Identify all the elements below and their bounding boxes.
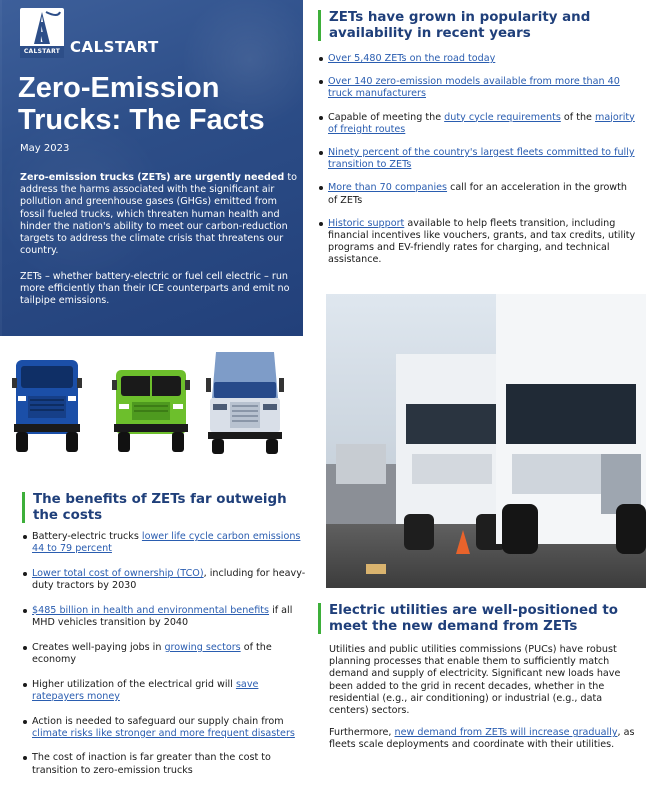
- demand-link[interactable]: new demand from ZETs will increase gradually: [394, 727, 618, 739]
- intro-paragraph: [20, 172, 300, 257]
- zets-link[interactable]: Over 5,480 ZETs on the road today: [328, 53, 496, 64]
- list-item: $485 billion in health and environmental benefits if all MHD vehicles transition by 2040: [22, 605, 307, 629]
- list-item: Battery-electric trucks lower life cycle carbon emissions 44 to 79 percent: [22, 531, 307, 555]
- utilities-paragraph-2: Furthermore, new demand from ZETs will increase gradually, as fleets scale deployments and coordinate with their utilities.: [329, 727, 635, 751]
- list-item: [318, 76, 638, 100]
- zets-link[interactable]: duty cycle requirements: [444, 111, 561, 123]
- intro-bold: Zero-emission trucks (ZETs) are urgently needed: [20, 172, 285, 183]
- zets-link[interactable]: Ninety percent of the country's largest fleets committed to fully transition to ZETs: [328, 147, 635, 171]
- trucks-photo: [326, 294, 646, 588]
- list-item: More than 70 companies call for an acceleration in the growth of ZETs: [318, 182, 638, 206]
- publication-date: May 2023: [20, 143, 70, 154]
- utilities-heading: Electric utilities are well-positioned to meet the new demand from ZETs: [318, 603, 638, 634]
- benefit-link[interactable]: $485 billion in health and environmental benefits: [32, 604, 270, 616]
- hero-panel: [0, 0, 303, 336]
- benefits-section: [22, 492, 307, 789]
- list-item: [318, 53, 638, 65]
- utilities-section: [318, 603, 638, 752]
- list-item: Historic support available to help fleets transition, including financial incentives like vouchers, grants, and tax credits, utility programs and EV-friendly rates for charging, and technical assistance.: [318, 218, 638, 267]
- list-item: Action is needed to safeguard our supply chain from climate risks like stronger and more frequent disasters: [22, 716, 307, 740]
- utilities-paragraph-1: Utilities and public utilities commissions (PUCs) have robust planning processes that enable them to sufficiently match demand and supply of electricity. Significant new loads have been added to the grid in recent decades, whether in the residential (e.g., air conditioning) or industrial (e.g., data centers) sectors.: [329, 644, 621, 717]
- list-item: Capable of meeting the duty cycle requirements of the majority of freight routes: [318, 112, 638, 136]
- page-title: Zero-Emission Trucks: The Facts: [18, 72, 265, 136]
- benefit-link[interactable]: save ratepayers money: [32, 678, 259, 702]
- blue-truck-icon: [12, 360, 82, 452]
- zets-growth-section: [318, 10, 638, 278]
- brand-name: CALSTART: [70, 38, 159, 56]
- zets-link[interactable]: Historic support: [328, 217, 405, 229]
- benefits-heading: The benefits of ZETs far outweigh the costs: [22, 492, 307, 523]
- zets-description: ZETs – whether battery-electric or fuel cell electric – run more efficiently than their ICE counterparts and emit no tailpipe emissions.: [20, 271, 290, 307]
- logo-caption: CALSTART: [20, 46, 64, 58]
- benefits-list: [22, 531, 307, 777]
- calstart-logo: [20, 8, 64, 58]
- benefit-link[interactable]: Lower total cost of ownership (TCO): [32, 567, 204, 579]
- zets-growth-heading: ZETs have grown in popularity and availability in recent years: [318, 10, 638, 41]
- list-item: Lower total cost of ownership (TCO), including for heavy-duty tractors by 2030: [22, 568, 307, 592]
- intro-rest: to address the harms associated with the significant air pollution and greenhouse gases (GHGs) emitted from fossil fueled trucks, which threaten human health and hinder the nation's ability to meet our carbon-reduction targets to address the climate crisis that threatens our country.: [20, 172, 297, 257]
- zets-link[interactable]: More than 70 companies: [328, 182, 448, 194]
- zets-growth-list: [318, 53, 638, 267]
- benefit-link[interactable]: climate risks like stronger and more frequent disasters: [32, 727, 295, 739]
- list-item: [318, 147, 638, 171]
- benefit-link[interactable]: growing sectors: [164, 641, 241, 653]
- semi-truck-icon: [206, 352, 284, 454]
- green-truck-icon: [112, 370, 190, 452]
- list-item: The cost of inaction is far greater than the cost to transition to zero-emission trucks: [22, 752, 307, 776]
- list-item: Higher utilization of the electrical grid will save ratepayers money: [22, 679, 307, 703]
- benefit-link[interactable]: lower life cycle carbon emissions 44 to 79 percent: [32, 531, 301, 555]
- list-item: Creates well-paying jobs in growing sectors of the economy: [22, 642, 307, 666]
- road-logo-icon: [20, 8, 64, 46]
- truck-illustrations: [0, 348, 303, 460]
- zets-link[interactable]: Over 140 zero-emission models available from more than 40 truck manufacturers: [328, 76, 620, 100]
- zets-link[interactable]: majority of freight routes: [328, 111, 635, 135]
